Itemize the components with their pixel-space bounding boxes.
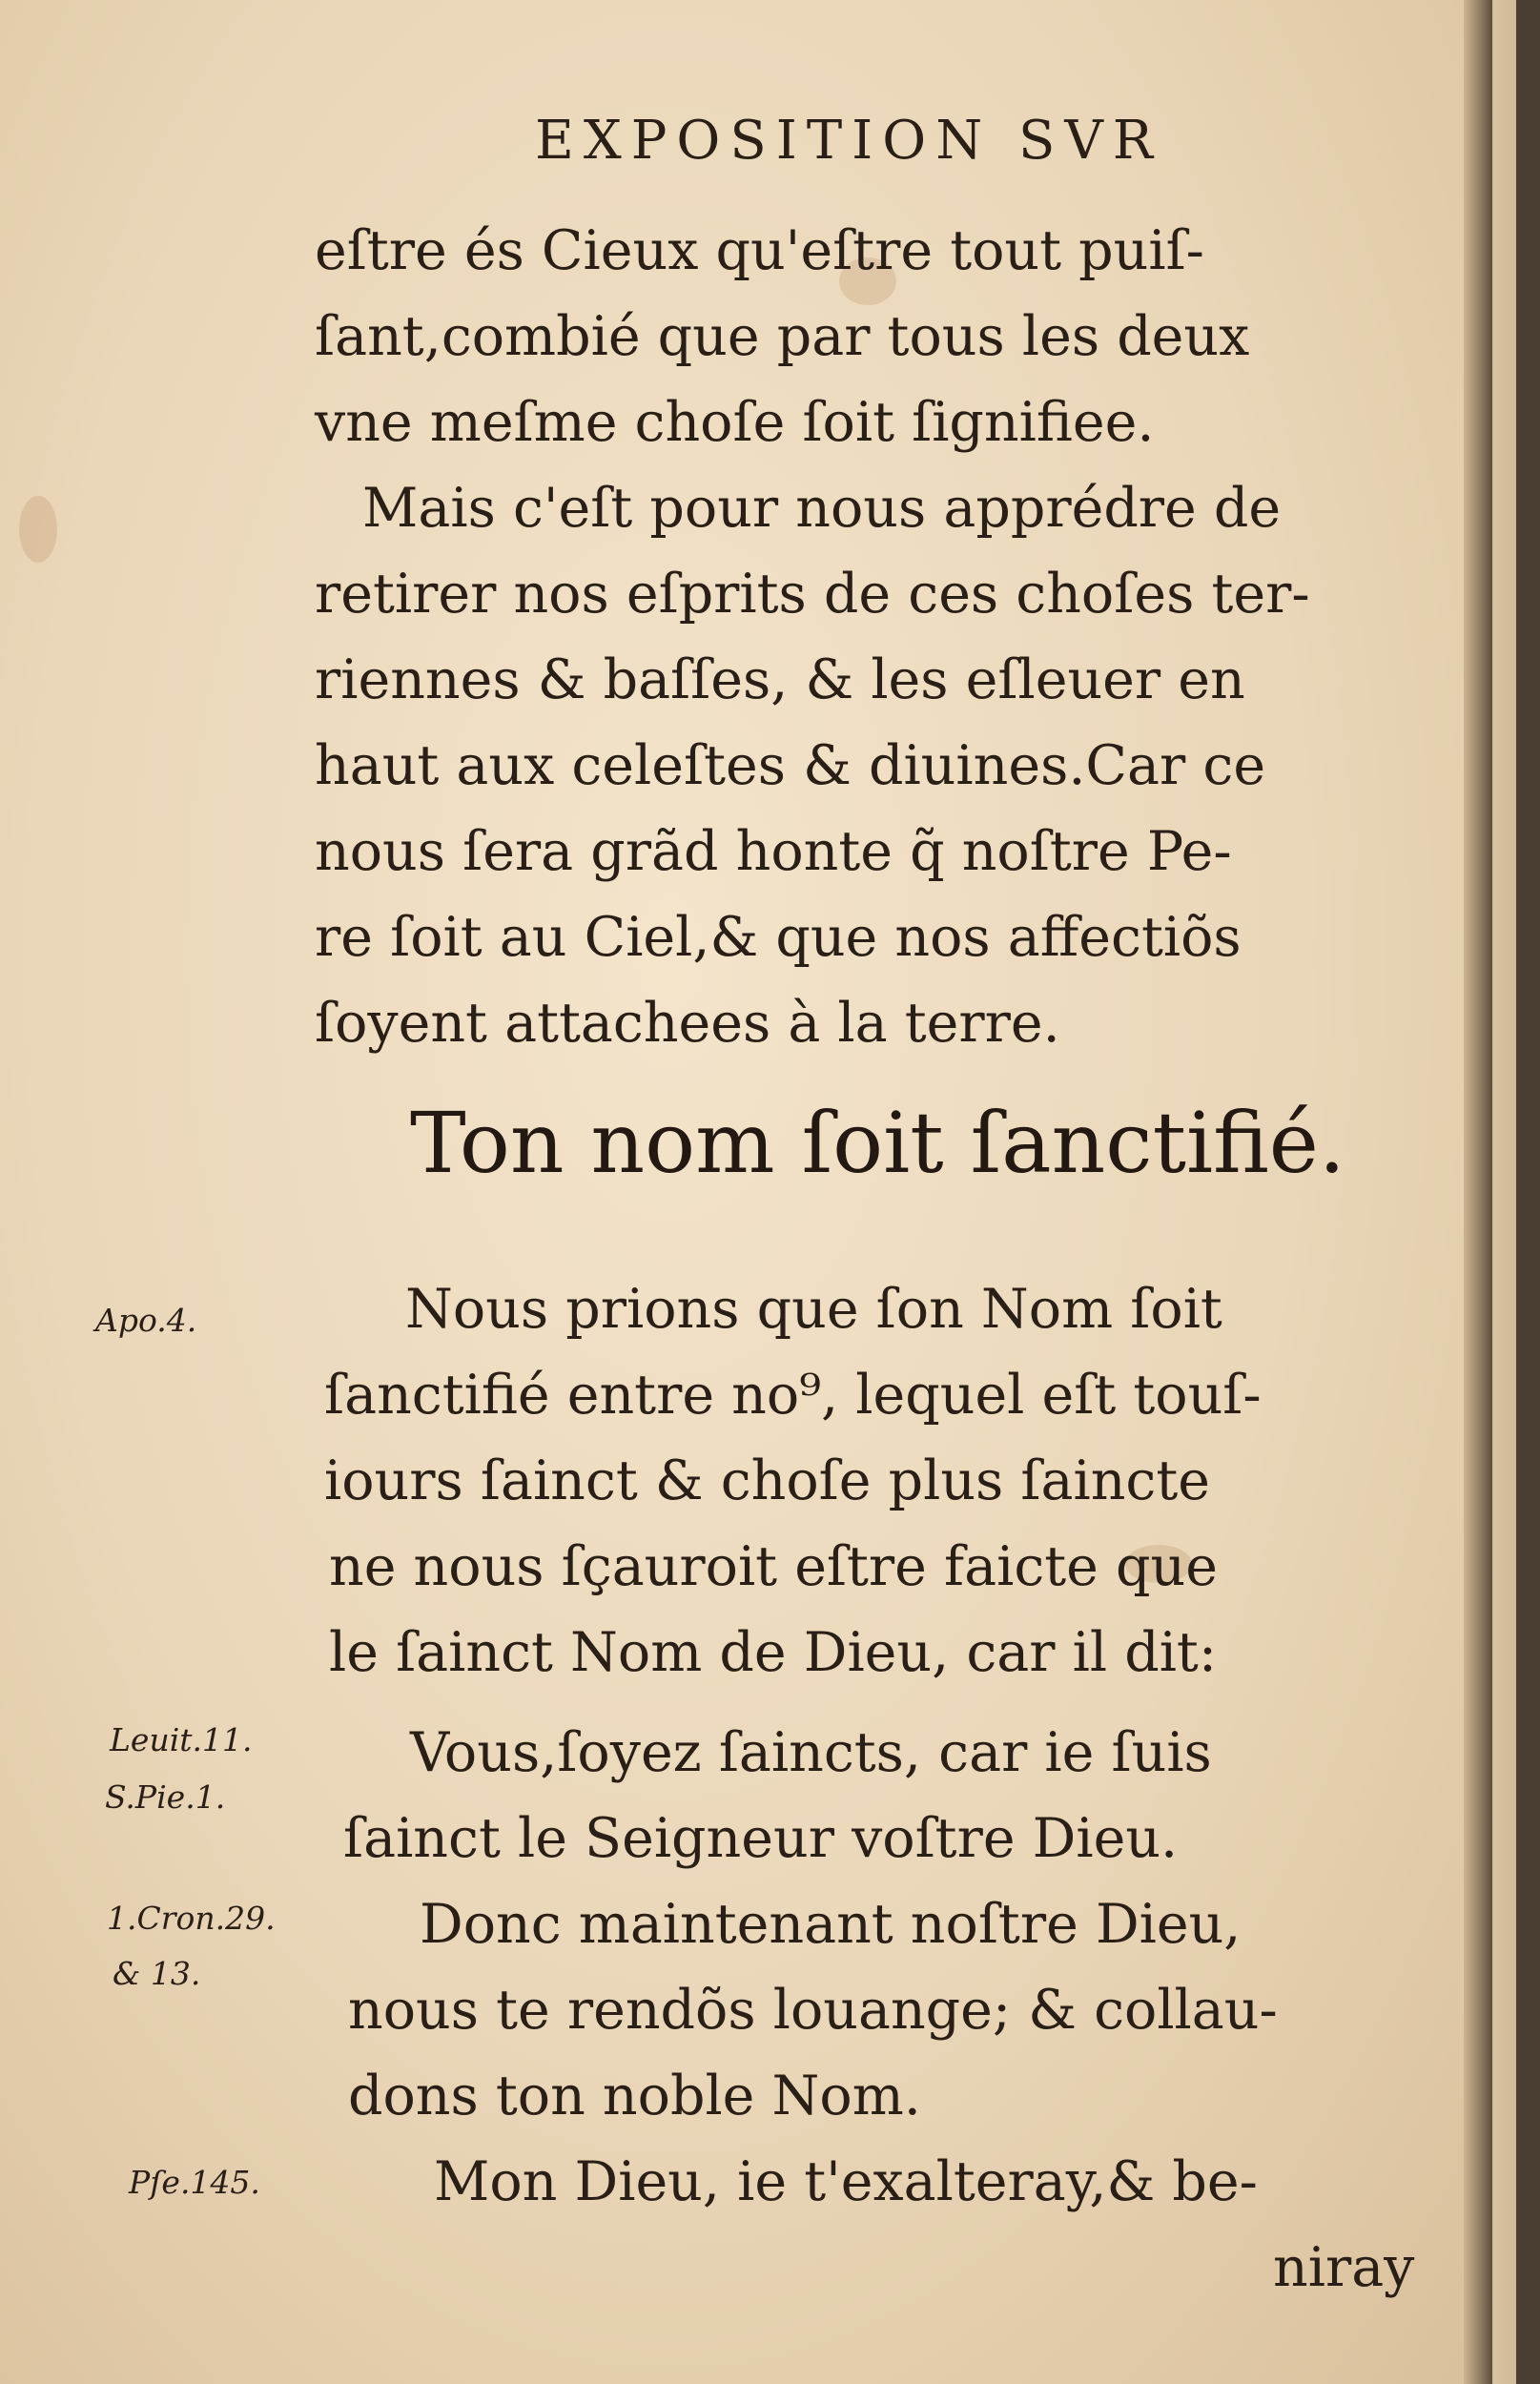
text-line: dons ton noble Nom. (348, 2065, 921, 2127)
text-line: ſoyent attachees à la terre. (315, 992, 1060, 1055)
text-line: nous ſera grãd honte q̃ noſtre Pe- (315, 820, 1232, 883)
paper-stain (19, 496, 57, 563)
text-line: ſant,combié que par tous les deux (315, 305, 1250, 368)
section-title: Ton nom ſoit ſanctifié. (410, 1094, 1345, 1192)
text-line: niray (1273, 2236, 1415, 2299)
text-line: Vous,ſoyez ſaincts, car ie ſuis (410, 1721, 1212, 1784)
text-line: ſanctifié entre no⁹, lequel eſt touſ- (324, 1364, 1262, 1427)
text-line: vne meſme choſe ſoit ſignifiee. (315, 391, 1155, 454)
text-line: nous te rendõs louange; & collau- (348, 1979, 1278, 2042)
margin-note: & 13. (113, 1955, 201, 1992)
text-line: haut aux celeſtes & diuines.Car ce (315, 734, 1266, 797)
text-line: Mais c'eſt pour nous apprédre de (362, 477, 1282, 540)
spine-shadow (1516, 0, 1540, 2384)
book-gutter (1464, 0, 1492, 2384)
running-header: EXPOSITION SVR (535, 110, 1162, 172)
text-line: ſainct le Seigneur voſtre Dieu. (343, 1807, 1179, 1870)
margin-note: S.Pie.1. (105, 1778, 226, 1816)
margin-note: 1.Cron.29. (107, 1900, 276, 1937)
text-line: Donc maintenant noſtre Dieu, (420, 1893, 1242, 1956)
margin-note: Pſe.145. (129, 2164, 260, 2201)
margin-note: Leuit.11. (110, 1721, 253, 1758)
text-line: riennes & baſſes, & les eſleuer en (315, 648, 1245, 711)
margin-note: Apo.4. (95, 1302, 197, 1339)
text-line: le ſainct Nom de Dieu, car il dit: (329, 1621, 1218, 1684)
text-line: retirer nos eſprits de ces choſes ter- (315, 563, 1310, 626)
text-line: Mon Dieu, ie t'exalteray,& be- (434, 2150, 1258, 2213)
text-line: iours ſainct & choſe plus ſaincte (324, 1449, 1210, 1512)
text-line: ne nous ſçauroit eſtre faicte que (329, 1535, 1218, 1598)
text-line: Nous prions que ſon Nom ſoit (405, 1278, 1222, 1341)
text-line: eſtre és Cieux qu'eſtre tout puiſ- (315, 219, 1204, 282)
text-line: re ſoit au Ciel,& que nos affectiõs (315, 906, 1242, 969)
